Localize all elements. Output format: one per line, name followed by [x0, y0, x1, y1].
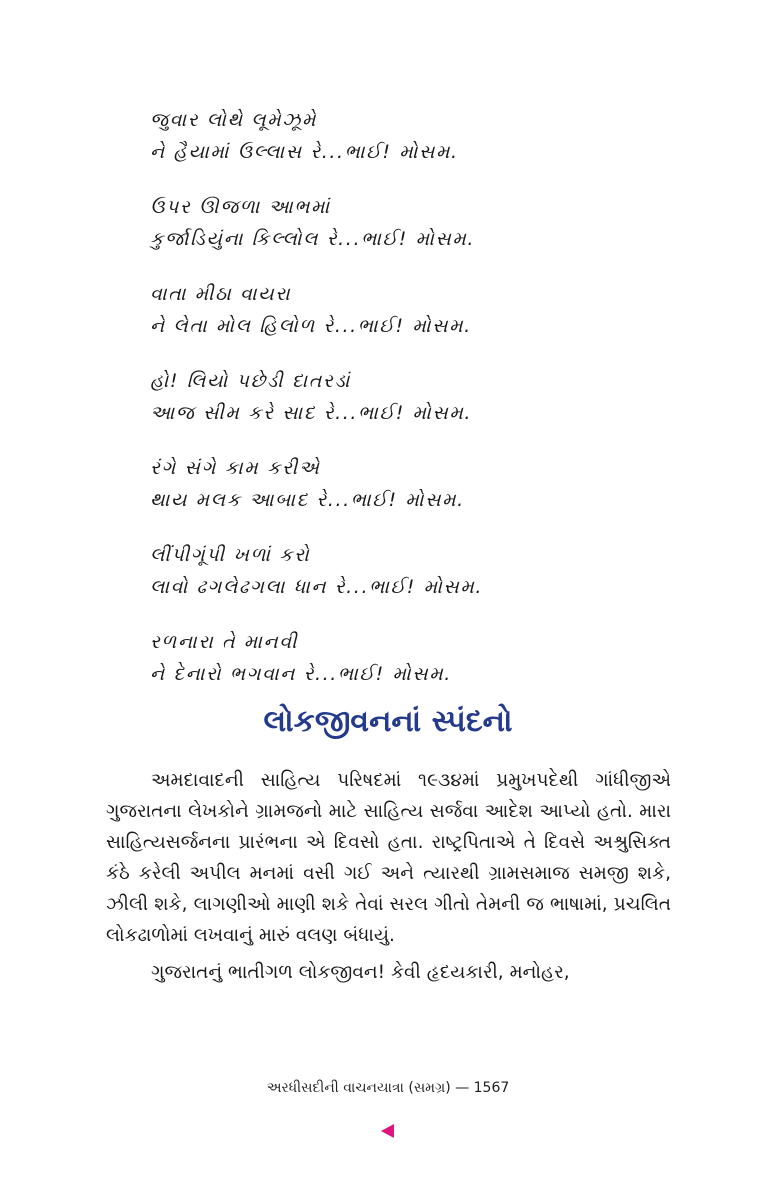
- poem-line: રળનારા તે માનવી: [150, 631, 299, 653]
- poem-stanza: [150, 539, 710, 603]
- page-footer: અરધીસદીની વાચનયાત્રા (સમગ્ર) — 1567: [266, 1080, 510, 1096]
- poem-line: ઉપર ઊજળા આભમાં: [150, 196, 331, 218]
- poem-line: આજ સીમ કરે સાદ રે...ભાઈ! મોસમ.: [150, 402, 472, 424]
- poem-line: રંગે સંગે કામ કરીએ: [150, 457, 321, 479]
- poem-stanza: [150, 626, 710, 690]
- poem-line: કુર્જાડિયુંના કિલ્લોલ રે...ભાઈ! મોસમ.: [150, 228, 476, 250]
- poem-stanza: [150, 452, 710, 516]
- poem: [150, 104, 710, 713]
- poem-line: થાય મલક આબાદ રે...ભાઈ! મોસમ.: [150, 489, 465, 511]
- poem-line: ને દેનારો ભગવાન રે...ભાઈ! મોસમ.: [150, 663, 452, 685]
- poem-stanza: [150, 365, 710, 429]
- prose-body: [106, 765, 671, 988]
- paragraph: અમદાવાદની સાહિત્ય પરિષદમાં ૧૯૩૪માં પ્રમુખપદેથી ગાંધીજીએ ગુજરાતના લેખકોને ગ્રામજનો માટે સાહિત્ય સર્જવા આદેશ આપ્યો હતો. મારા સાહિત્યસર્જનના પ્રારંભના એ દિવસો હતા. રાષ્ટ્રપિતાએ તે દિવસે અશ્રુસિક્ત કંઠે કરેલી અપીલ મનમાં વસી ગઈ અને ત્યારથી ગ્રામસમાજ સમજી શકે, ઝીલી શકે, લાગણીઓ માણી શકે તેવાં સરલ ગીતો તેમની જ ભાષામાં, પ્રચલિત લોકઢાળોમાં લખવાનું મારું વલણ બંધાયું.: [106, 770, 671, 946]
- paragraph: ગુજરાતનું ભાતીગળ લોકજીવન! કેવી હૃદયકારી, મનોહર,: [151, 962, 570, 983]
- poem-line: જુવાર લોથે લૂમેઝૂમે: [150, 109, 317, 131]
- left-triangle-icon[interactable]: [381, 1124, 394, 1138]
- poem-stanza: [150, 278, 710, 342]
- poem-line: ને લેતા મોલ હિલોળ રે...ભાઈ! મોસમ.: [150, 315, 472, 337]
- poem-stanza: [150, 104, 710, 168]
- poem-line: લાવો ઢગલેઢગલા ધાન રે...ભાઈ! મોસમ.: [150, 576, 484, 598]
- poem-line: વાતા મીઠા વાયરા: [150, 283, 292, 305]
- poem-line: લીંપીગૂંપી ખળાં કરો: [150, 544, 311, 566]
- section-heading: લોકજીવનનાં સ્પંદનો: [263, 704, 513, 739]
- poem-line: હો! લિયો પછેડી દાતરડાં: [150, 370, 352, 392]
- poem-line: ને હૈયામાં ઉલ્લાસ રે...ભાઈ! મોસમ.: [150, 141, 459, 163]
- poem-stanza: [150, 191, 710, 255]
